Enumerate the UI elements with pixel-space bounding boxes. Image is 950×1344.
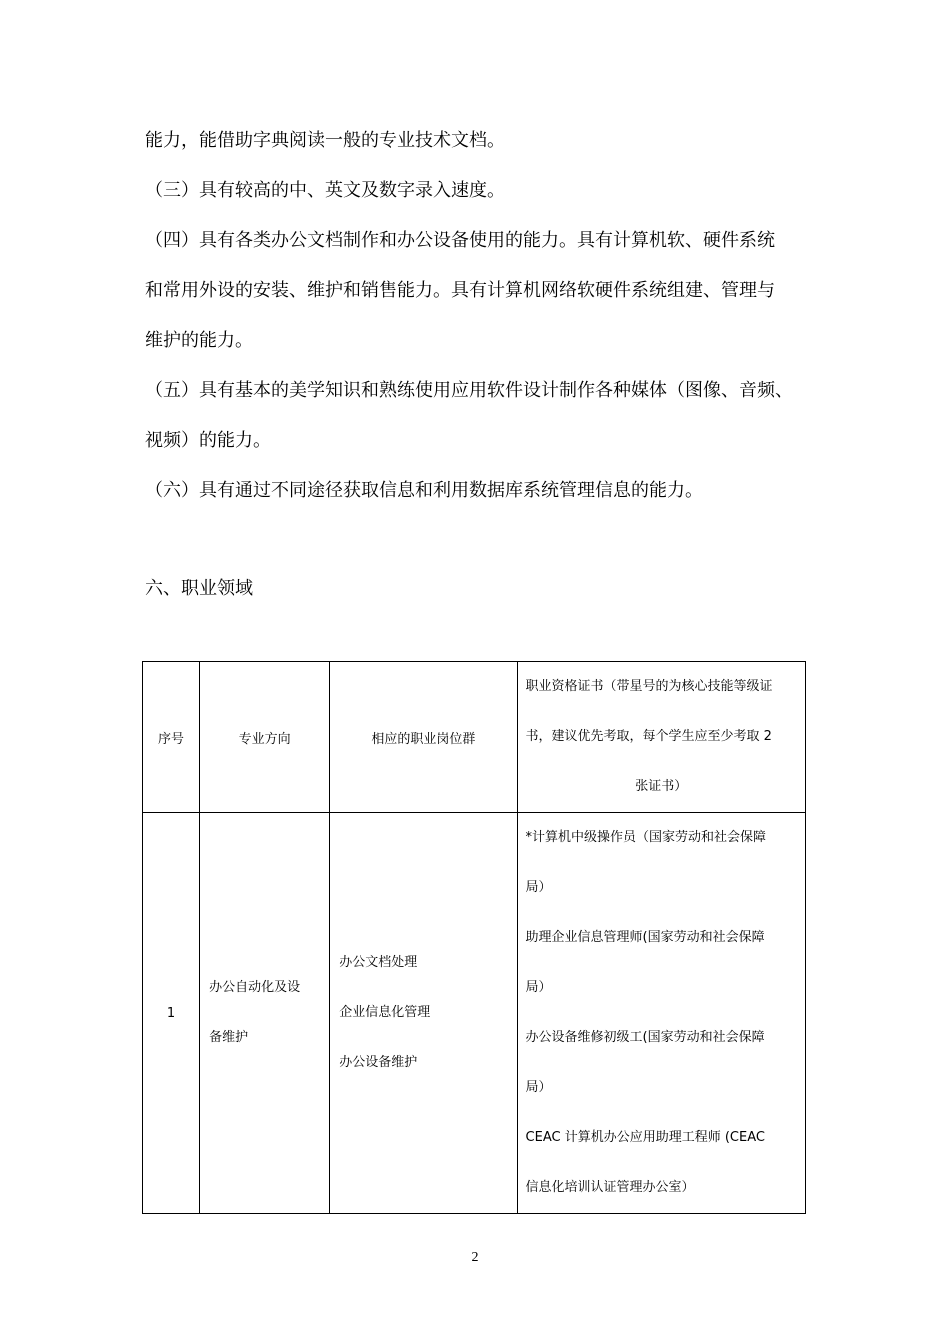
paragraph-6: （五）具有基本的美学知识和熟练使用应用软件设计制作各种媒体（图像、音频、 — [145, 380, 793, 401]
header-certificates — [517, 662, 805, 813]
cert-line: 助理企业信息管理师(国家劳动和社会保障 — [525, 930, 765, 945]
paragraph-5: 维护的能力。 — [145, 330, 253, 351]
cert-line: 办公设备维修初级工(国家劳动和社会保障 — [525, 1030, 765, 1045]
position-line: 办公文档处理 — [339, 955, 418, 970]
paragraph-4: 和常用外设的安装、维护和销售能力。具有计算机网络软硬件系统组建、管理与 — [145, 280, 775, 301]
header-positions: 相应的职业岗位群 — [330, 662, 517, 813]
direction-line: 办公自动化及设 — [209, 980, 301, 995]
cert-line: 局） — [525, 880, 552, 895]
row-direction — [200, 813, 330, 1214]
table-header-row — [143, 662, 806, 813]
cert-line: 局） — [525, 1080, 552, 1095]
paragraph-2: （三）具有较高的中、英文及数字录入速度。 — [145, 180, 505, 201]
header-cert-line: 张证书） — [635, 779, 688, 794]
header-seq: 序号 — [143, 662, 200, 813]
paragraph-1: 能力，能借助字典阅读一般的专业技术文档。 — [145, 130, 505, 151]
cert-line: 局） — [525, 980, 552, 995]
table-row — [143, 813, 806, 1214]
paragraph-7: 视频）的能力。 — [145, 430, 271, 451]
page-number: 2 — [471, 1250, 479, 1265]
cert-line: 信息化培训认证管理办公室） — [525, 1180, 695, 1195]
row-positions — [330, 813, 517, 1214]
position-line: 企业信息化管理 — [339, 1005, 431, 1020]
career-field-table — [142, 661, 806, 1214]
section-heading: 六、职业领域 — [145, 578, 253, 599]
direction-line: 备维护 — [209, 1030, 249, 1045]
paragraph-8: （六）具有通过不同途径获取信息和利用数据库系统管理信息的能力。 — [145, 480, 703, 501]
header-direction: 专业方向 — [200, 662, 330, 813]
cert-line: *计算机中级操作员（国家劳动和社会保障 — [525, 830, 767, 845]
cert-line: CEAC 计算机办公应用助理工程师 (CEAC — [525, 1130, 765, 1145]
paragraph-3: （四）具有各类办公文档制作和办公设备使用的能力。具有计算机软、硬件系统 — [145, 230, 775, 251]
header-cert-line: 职业资格证书（带星号的为核心技能等级证 — [525, 679, 773, 694]
row-certificates — [517, 813, 805, 1214]
header-cert-line: 书，建议优先考取，每个学生应至少考取 2 — [525, 729, 772, 744]
row-seq: 1 — [143, 813, 200, 1214]
position-line: 办公设备维护 — [339, 1055, 418, 1070]
